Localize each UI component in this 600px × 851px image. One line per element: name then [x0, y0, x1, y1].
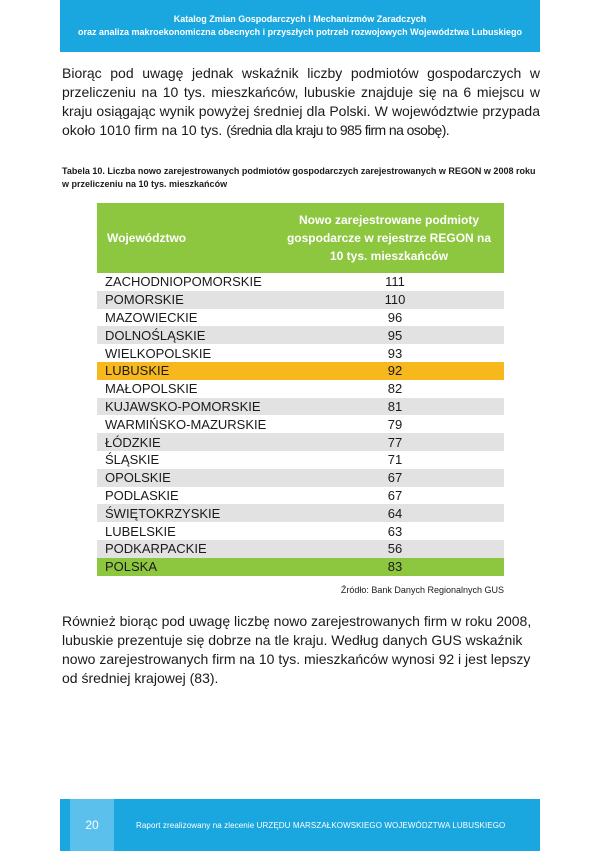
table-row — [97, 309, 504, 327]
table-row-highlighted — [97, 362, 504, 380]
table-row — [97, 380, 504, 398]
row-value: 111 — [385, 274, 405, 290]
header-title-line2: oraz analiza makroekonomiczna obecnych i przyszłych potrzeb rozwojowych Województwa Lubuskiego — [78, 27, 522, 37]
table-row — [97, 344, 504, 362]
row-name: PODKARPACKIE — [105, 541, 207, 557]
row-name: LUBELSKIE — [105, 523, 176, 539]
row-value: 93 — [387, 345, 403, 361]
row-value: 81 — [387, 398, 403, 414]
table-row-total — [97, 558, 504, 576]
outro-paragraph: Również biorąc pod uwagę liczbę nowo zarejestrowanych firm w roku 2008, lubuskie prezentuje się dobrze na tle kraju. Według danych GUS wskaźnik nowo zarejestrowanych firm na 10 tys. mieszkańców wynosi 92 i jest lepszy od średniej krajowej (83). — [62, 613, 532, 686]
column-header-new-entities: Nowo zarejestrowane podmioty gospodarcze w rejestrze REGON na 10 tys. mieszkańców — [286, 213, 492, 263]
regon-table — [97, 203, 504, 576]
row-value: 63 — [387, 523, 403, 539]
row-name: WARMIŃSKO-MAZURSKIE — [105, 416, 267, 432]
row-value: 71 — [387, 452, 403, 468]
row-value: 77 — [387, 434, 403, 450]
intro-text: Biorąc pod uwagę jednak wskaźnik liczby podmiotów gospodarczych w przeliczeniu na 10 tys. mieszkańców, lubuskie znajduje się na 6 miejscu w kraju osiągając wynik powyżej średniej dla Polski. W województwie przypada około 1010 firm na 10 tys. — [62, 65, 540, 138]
row-name: MAZOWIECKIE — [105, 309, 198, 325]
table-source: Źródło: Bank Danych Regionalnych GUS — [340, 585, 504, 595]
table-row — [97, 540, 504, 558]
row-name: PODLASKIE — [105, 487, 179, 503]
page-number: 20 — [70, 799, 114, 851]
row-value: 92 — [387, 363, 403, 379]
footer-text: Raport zrealizowany na zlecenie URZĘDU MARSZAŁKOWSKIEGO WOJEWÓDZTWA LUBUSKIEGO — [136, 820, 506, 830]
row-value: 83 — [387, 559, 403, 575]
row-value: 67 — [387, 470, 403, 486]
row-value: 96 — [387, 309, 403, 325]
row-name: OPOLSKIE — [105, 470, 171, 486]
header-bar — [60, 0, 540, 52]
row-name: ZACHODNIOPOMORSKIE — [105, 274, 262, 290]
table-row — [97, 433, 504, 451]
table-row — [97, 504, 504, 522]
row-value: 56 — [387, 541, 403, 557]
header-title-line1: Katalog Zmian Gospodarczych i Mechanizmów Zaradczych — [173, 14, 427, 24]
row-name: POMORSKIE — [105, 292, 184, 308]
table-row — [97, 415, 504, 433]
row-name: DOLNOŚLĄSKIE — [105, 327, 206, 343]
row-value: 64 — [387, 505, 403, 521]
row-name: LUBUSKIE — [105, 363, 170, 379]
row-name: KUJAWSKO-POMORSKIE — [105, 398, 261, 414]
table-row — [97, 469, 504, 487]
intro-text-note: (średnia dla kraju to 985 firm na osobę). — [226, 122, 450, 138]
row-value: 67 — [387, 487, 403, 503]
table-row — [97, 291, 504, 309]
row-name: ŚWIĘTOKRZYSKIE — [105, 505, 221, 521]
table-header — [97, 203, 504, 273]
table-row — [97, 398, 504, 416]
row-name: MAŁOPOLSKIE — [105, 381, 198, 397]
footer-bar — [60, 799, 540, 851]
row-value: 82 — [387, 381, 403, 397]
table-row — [97, 487, 504, 505]
table-row — [97, 273, 504, 291]
row-name: ŚLĄSKIE — [105, 452, 160, 468]
row-value: 95 — [387, 327, 403, 343]
table-row — [97, 522, 504, 540]
row-name: ŁÓDZKIE — [105, 434, 161, 450]
column-header-voivodeship: Województwo — [107, 231, 187, 245]
intro-paragraph — [62, 64, 540, 140]
row-value: 79 — [387, 416, 403, 432]
row-name: WIELKOPOLSKIE — [105, 345, 212, 361]
table-row — [97, 451, 504, 469]
table-caption: Tabela 10. Liczba nowo zarejestrowanych podmiotów gospodarczych zarejestrowanych w REGON w 2008 roku w przeliczeniu na 10 tys. mieszkańców — [62, 166, 536, 189]
row-value: 110 — [384, 292, 406, 308]
row-name: POLSKA — [105, 559, 158, 575]
table-row — [97, 326, 504, 344]
